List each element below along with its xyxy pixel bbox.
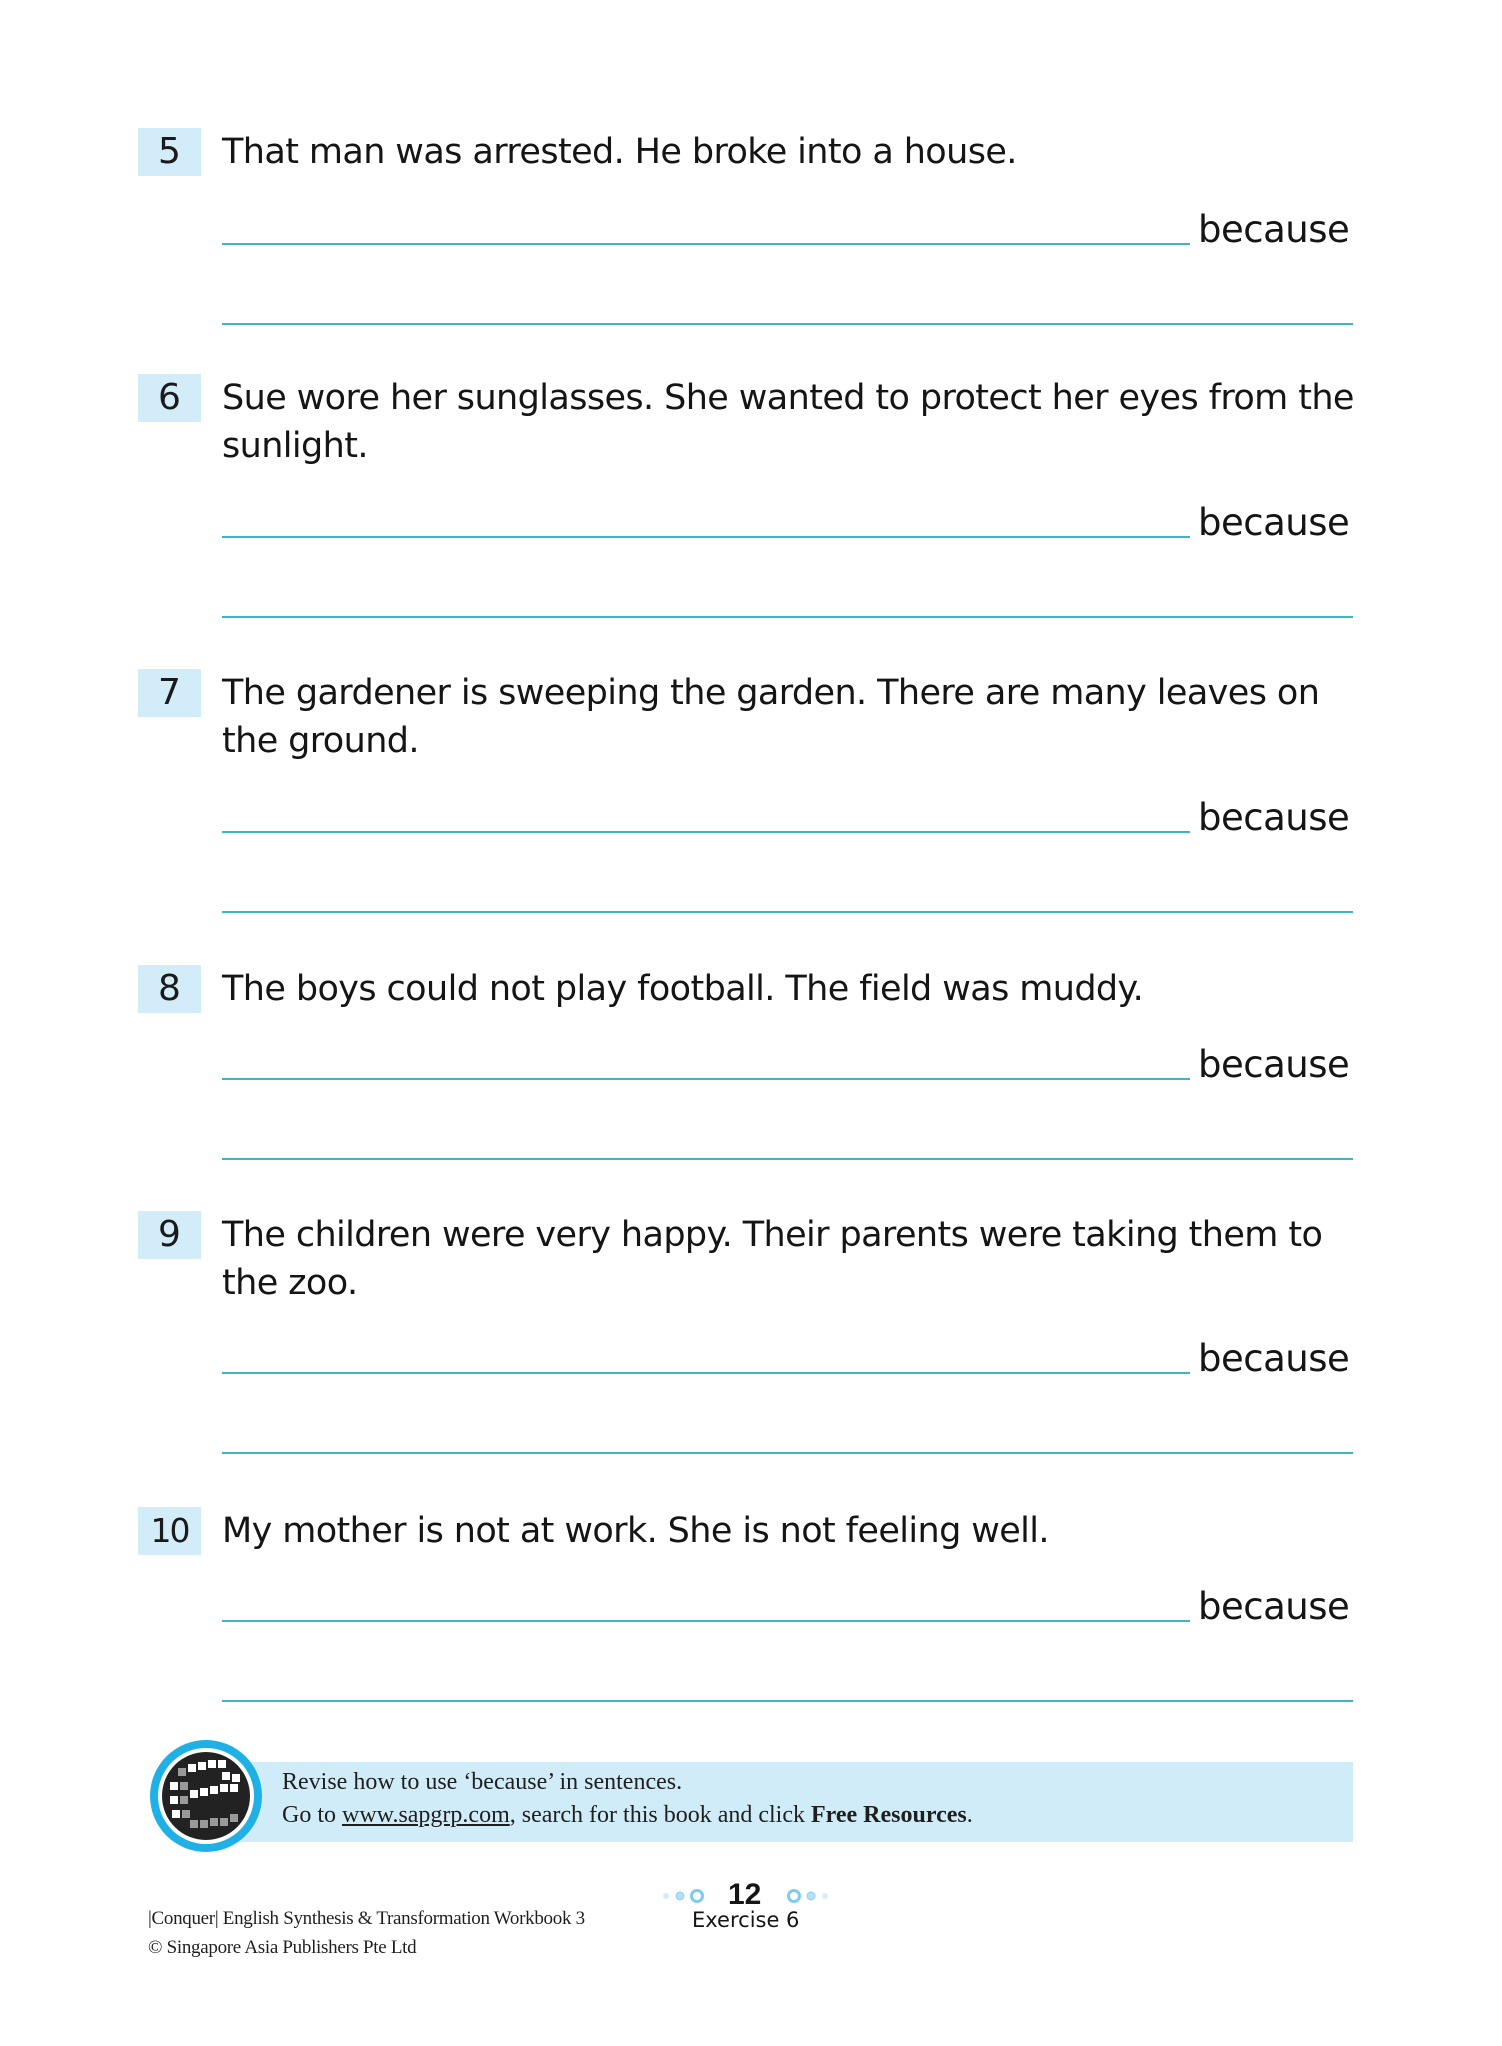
- question-number: 9: [138, 1211, 201, 1259]
- banner-line-2: Go to www.sapgrp.com, search for this book and click Free Resources.: [282, 1802, 973, 1828]
- answer-line-2[interactable]: [222, 911, 1353, 913]
- answer-line-1[interactable]: [222, 1620, 1190, 1622]
- question-text: The children were very happy. Their parents were taking them to the zoo.: [222, 1215, 1323, 1303]
- answer-line-2[interactable]: [222, 1158, 1353, 1160]
- question-text: The boys could not play football. The field was muddy.: [222, 969, 1144, 1009]
- decorative-dots-left: [660, 1889, 710, 1903]
- answer-line-2[interactable]: [222, 1700, 1353, 1702]
- question-text: Sue wore her sunglasses. She wanted to protect her eyes from the sunlight.: [222, 378, 1354, 466]
- banner-line-1: Revise how to use ‘because’ in sentences.: [282, 1769, 683, 1795]
- answer-line-2[interactable]: [222, 323, 1353, 325]
- copyright: © Singapore Asia Publishers Pte Ltd: [148, 1937, 417, 1958]
- question-text: The gardener is sweeping the garden. There are many leaves on the ground.: [222, 673, 1320, 761]
- question-number: 7: [138, 669, 201, 717]
- banner-text: [282, 1766, 973, 1832]
- website-link[interactable]: www.sapgrp.com: [342, 1802, 510, 1828]
- decorative-dots-right: [786, 1889, 836, 1903]
- question-number: 6: [138, 374, 201, 422]
- answer-line-1[interactable]: [222, 243, 1190, 245]
- answer-line-2[interactable]: [222, 1452, 1353, 1454]
- question-number: 5: [138, 128, 201, 176]
- page-number: 12: [728, 1878, 762, 1911]
- connector-word: because: [1198, 1337, 1350, 1380]
- answer-line-1[interactable]: [222, 1078, 1190, 1080]
- connector-word: because: [1198, 501, 1350, 544]
- question-text: That man was arrested. He broke into a house.: [222, 132, 1017, 172]
- question-text: My mother is not at work. She is not feeling well.: [222, 1511, 1049, 1551]
- question-number: 10: [138, 1507, 201, 1555]
- connector-word: because: [1198, 1585, 1350, 1628]
- free-resources-label: Free Resources: [811, 1802, 967, 1828]
- connector-word: because: [1198, 1043, 1350, 1086]
- free-resources-icon: [148, 1738, 264, 1854]
- question-number: 8: [138, 965, 201, 1013]
- answer-line-2[interactable]: [222, 616, 1353, 618]
- answer-line-1[interactable]: [222, 1372, 1190, 1374]
- answer-line-1[interactable]: [222, 536, 1190, 538]
- answer-line-1[interactable]: [222, 831, 1190, 833]
- book-title: |Conquer| English Synthesis & Transformation Workbook 3: [148, 1908, 585, 1929]
- connector-word: because: [1198, 208, 1350, 251]
- connector-word: because: [1198, 796, 1350, 839]
- exercise-label: Exercise 6: [692, 1908, 800, 1932]
